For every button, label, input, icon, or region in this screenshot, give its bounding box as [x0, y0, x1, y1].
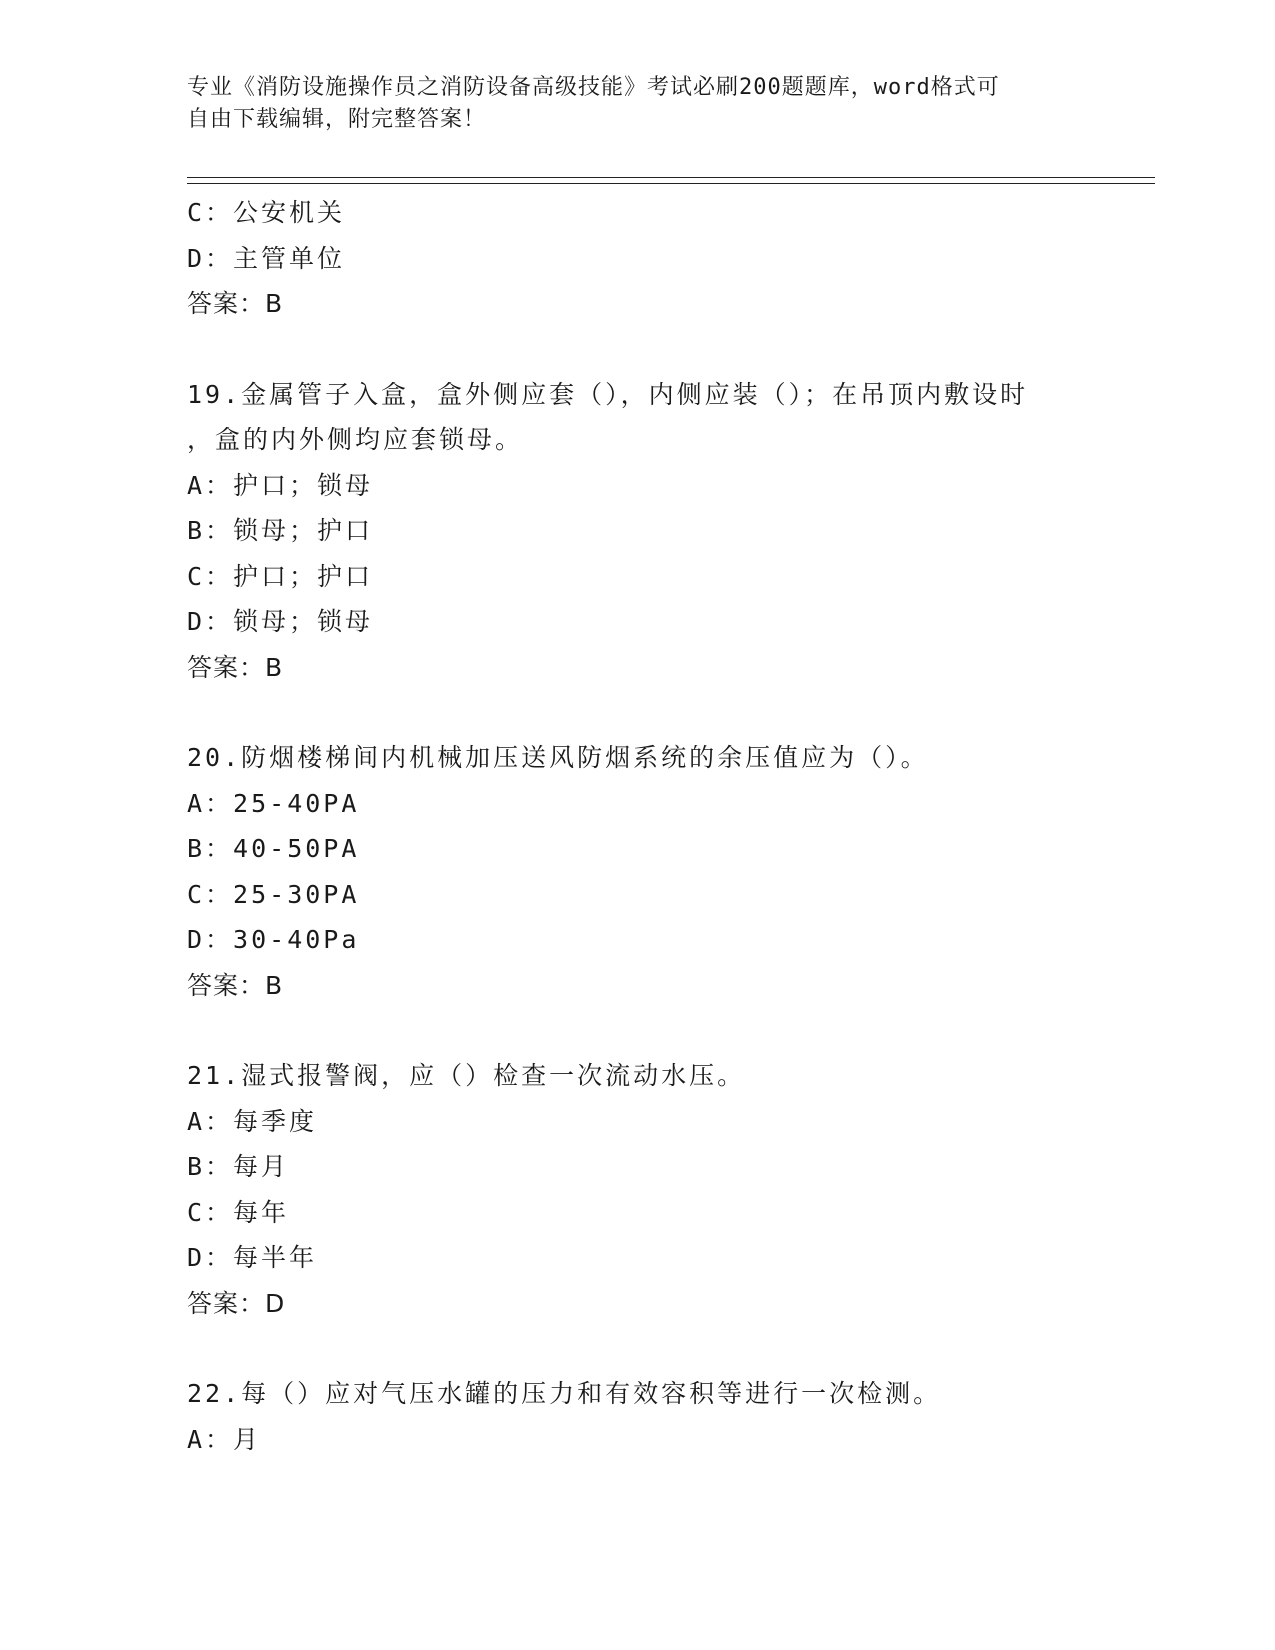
- option-a: A：每季度: [187, 1106, 318, 1136]
- option-c: C：每年: [187, 1197, 290, 1227]
- question-22: [187, 1371, 1087, 1462]
- option-b: B：每月: [187, 1152, 290, 1181]
- header-divider-top: [187, 177, 1155, 178]
- option-a: A：护口；锁母: [187, 470, 374, 500]
- option-a: A：月: [187, 1424, 262, 1454]
- option-b: B：锁母；护口: [187, 516, 374, 545]
- option-d: D：30-40Pa: [187, 925, 360, 954]
- question-stem: 22.每（）应对气压水罐的压力和有效容积等进行一次检测。: [187, 1379, 942, 1408]
- header-line-2: 自由下载编辑，附完整答案！: [187, 107, 487, 132]
- question-stem: 20.防烟楼梯间内机械加压送风防烟系统的余压值应为（）。: [187, 743, 929, 772]
- question-stem: 21.湿式报警阀，应（）检查一次流动水压。: [187, 1061, 746, 1090]
- option-c: C：公安机关: [187, 198, 346, 227]
- option-d: D：每半年: [187, 1243, 318, 1272]
- question-19: [187, 372, 1087, 691]
- option-d: D：锁母；锁母: [187, 607, 374, 636]
- carryover-block: [187, 190, 1087, 327]
- option-d: D：主管单位: [187, 243, 346, 273]
- option-c: C：护口；护口: [187, 561, 374, 591]
- answer-line: 答案：D: [187, 1288, 286, 1318]
- option-c: C：25-30PA: [187, 879, 360, 909]
- option-a: A：25-40PA: [187, 788, 360, 818]
- question-21: [187, 1053, 1087, 1326]
- answer-line: 答案：B: [187, 289, 284, 318]
- document-body: [187, 190, 1087, 1462]
- question-stem: 19.金属管子入盒，盒外侧应套（），内侧应装（）；在吊顶内敷设时: [187, 379, 1029, 409]
- option-b: B：40-50PA: [187, 834, 360, 863]
- header-divider-bottom: [187, 183, 1155, 184]
- answer-line: 答案：B: [187, 970, 284, 1000]
- question-stem-continued: ，盒的内外侧均应套锁母。: [187, 425, 524, 454]
- document-header: [187, 72, 1067, 136]
- question-20: [187, 735, 1087, 1008]
- answer-line: 答案：B: [187, 652, 284, 682]
- header-line-1: 专业《消防设施操作员之消防设备高级技能》考试必刷200题题库，word格式可: [187, 75, 1000, 100]
